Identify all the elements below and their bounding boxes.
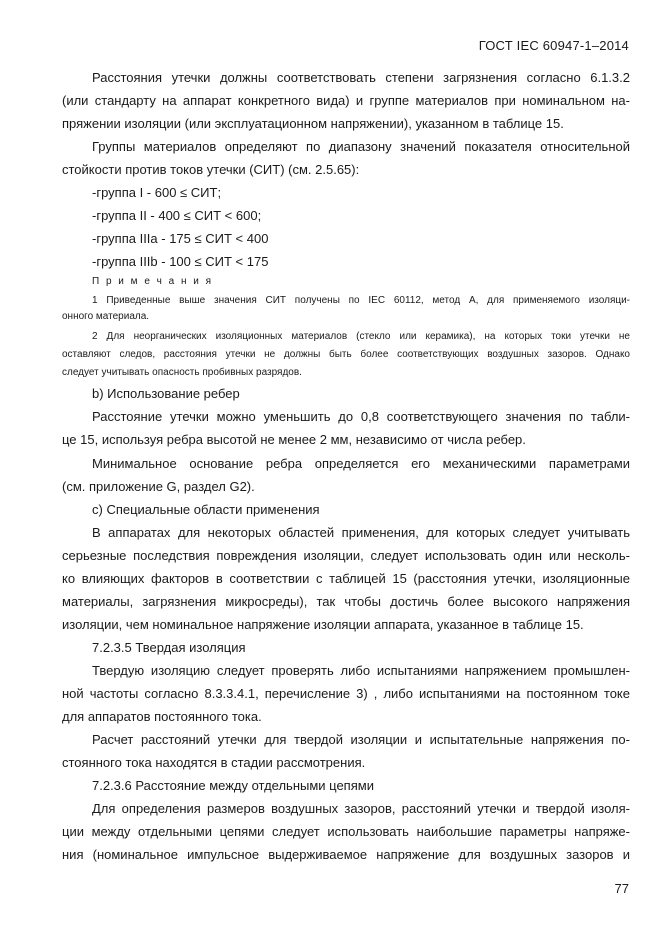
text-line: -группа I - 600 ≤ СИТ; — [92, 185, 222, 200]
text-line: следует учитывать опасность пробивных разрядов. — [62, 367, 302, 378]
text-line: 7.2.3.5 Твердая изоляция — [92, 640, 246, 655]
text-line: -группа II - 400 ≤ СИТ < 600; — [92, 208, 262, 223]
text-line: В аппаратах для некоторых областей применения, для которых следует учитывать — [92, 525, 630, 540]
text-line: Твердую изоляцию следует проверять либо испытаниями напряжением промышлен- — [92, 663, 630, 678]
text-line: Расчет расстояний утечки для твердой изоляции и испытательные напряжения по- — [92, 732, 630, 747]
standard-header: ГОСТ IEC 60947-1–2014 — [478, 38, 629, 53]
text-line: c) Специальные области применения — [92, 502, 320, 517]
text-line: ко влияющих факторов в соответствии с таблицей 15 (расстояния утечки, изоляционные — [62, 571, 630, 586]
text-line: 2 Для неорганических изоляционных материалов (стекло или керамика), на которых токи утечки не — [92, 331, 630, 342]
text-line: оставляют следов, расстояния утечки не должны быть более соответствующих воздушных зазоров. Однако — [62, 349, 630, 360]
text-line: стойкости против токов утечки (СИТ) (см. 2.5.65): — [62, 162, 360, 177]
text-line: стоянного тока находятся в стадии рассмотрения. — [62, 755, 366, 770]
text-line: П р и м е ч а н и я — [92, 276, 214, 287]
text-line: Минимальное основание ребра определяется его механическими параметрами — [92, 456, 630, 471]
text-line: -группа IIIa - 175 ≤ СИТ < 400 — [92, 231, 269, 246]
text-line: для аппаратов постоянного тока. — [62, 709, 262, 724]
text-line: Расстояние утечки можно уменьшить до 0,8 соответствующего значения по табли- — [92, 409, 630, 424]
text-line: ния (номинальное импульсное выдерживаемое напряжение для воздушных зазоров и — [62, 847, 630, 862]
text-line: (см. приложение G, раздел G2). — [62, 479, 255, 494]
text-line: пряжении изоляции (или эксплуатационном напряжении), указанном в таблице 15. — [62, 116, 564, 131]
text-line: Для определения размеров воздушных зазоров, расстояний утечки и твердой изоля- — [92, 801, 630, 816]
text-line: ной частоты согласно 8.3.3.4.1, перечисление 3) , либо испытаниями на постоянном токе — [62, 686, 630, 701]
text-line: Расстояния утечки должны соответствовать степени загрязнения согласно 6.1.3.2 — [92, 70, 630, 85]
text-line: 7.2.3.6 Расстояние между отдельными цепями — [92, 778, 374, 793]
text-line: серьезные последствия повреждения изоляции, следует использовать один или несколь- — [62, 548, 630, 563]
text-line: -группа IIIb - 100 ≤ СИТ < 175 — [92, 254, 269, 269]
text-line: b) Использование ребер — [92, 386, 240, 401]
text-line: изоляции, чем номинальное напряжение изоляции аппарата, указанное в таблице 15. — [62, 617, 584, 632]
text-line: 1 Приведенные выше значения СИТ получены по IEC 60112, метод А, для применяемого изоляци- — [92, 295, 630, 306]
text-line: ции между отдельными цепями следует использовать наибольшие параметры напряже- — [62, 824, 630, 839]
text-line: Группы материалов определяют по диапазону значений показателя относительной — [92, 139, 630, 154]
text-line: материалы, загрязнения микросреды), так чтобы достичь более высокого напряжения — [62, 594, 630, 609]
text-line: (или стандарту на аппарат конкретного вида) и группе материалов при номинальном на- — [62, 93, 630, 108]
page-number: 77 — [614, 881, 629, 896]
text-line: це 15, используя ребра высотой не менее 2 мм, независимо от числа ребер. — [62, 432, 526, 447]
text-line: онного материала. — [62, 311, 150, 322]
